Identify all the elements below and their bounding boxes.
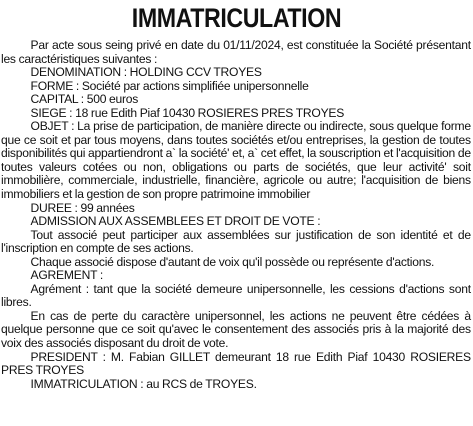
- registration-line: IMMATRICULATION : au RCS de TROYES.: [30, 376, 257, 391]
- duree-line: DUREE : 99 années: [30, 200, 135, 215]
- denomination-line: DENOMINATION : HOLDING CCV TROYES: [30, 65, 262, 80]
- transfer-paragraph: En cas de perte du caractère unipersonnel, les actions ne peuvent être cédées à quelque personne que ce soit qu'avec le consentement des associés pris à la majorité des voix des associés disposant du droit de vote.: [1, 308, 471, 351]
- forme-line: FORME : Société par actions simplifiée unipersonnelle: [30, 78, 309, 93]
- admission-heading: ADMISSION AUX ASSEMBLEES ET DROIT DE VOTE :: [30, 214, 321, 229]
- notice-title: IMMATRICULATION: [131, 3, 342, 33]
- admission-paragraph: Tout associé peut participer aux assemblées sur justification de son identité et de l'inscription en compte de ses actions.: [1, 227, 471, 256]
- president-paragraph: PRESIDENT : M. Fabian GILLET demeurant 18 rue Edith Piaf 10430 ROSIERES PRES TROYES: [1, 349, 471, 378]
- agrement-heading: AGREMENT :: [30, 268, 103, 283]
- intro-paragraph: Par acte sous seing privé en date du 01/11/2024, est constituée la Société présentant les caractéristiques suivantes :: [1, 38, 471, 66]
- capital-line: CAPITAL : 500 euros: [30, 92, 139, 107]
- notice-body: [1, 39, 471, 391]
- siege-line: SIEGE : 18 rue Edith Piaf 10430 ROSIERES PRES TROYES: [30, 105, 345, 120]
- voting-paragraph: Chaque associé dispose d'autant de voix qu'il possède ou représente d'actions.: [30, 254, 435, 269]
- objet-paragraph: OBJET : La prise de participation, de manière directe ou indirecte, sous quelque forme que ce soit et par tous moyens, dans toutes sociétés et/ou entreprises, la gestion de toutes disponibilités qui appartiendront a` la société' et, a` cet effet, la souscription et l'acquisition de toutes valeurs cotées ou non, obligations ou parts de sociétés, que leur activité' soit immobilière, commerciale, industrielle, financière, agricole ou autre; l'acquisition de biens immobiliers et la gestion de son propre patrimoine immobilier: [1, 119, 471, 202]
- agrement-paragraph: Agrément : tant que la société demeure unipersonnelle, les cessions d'actions sont libres.: [1, 281, 471, 310]
